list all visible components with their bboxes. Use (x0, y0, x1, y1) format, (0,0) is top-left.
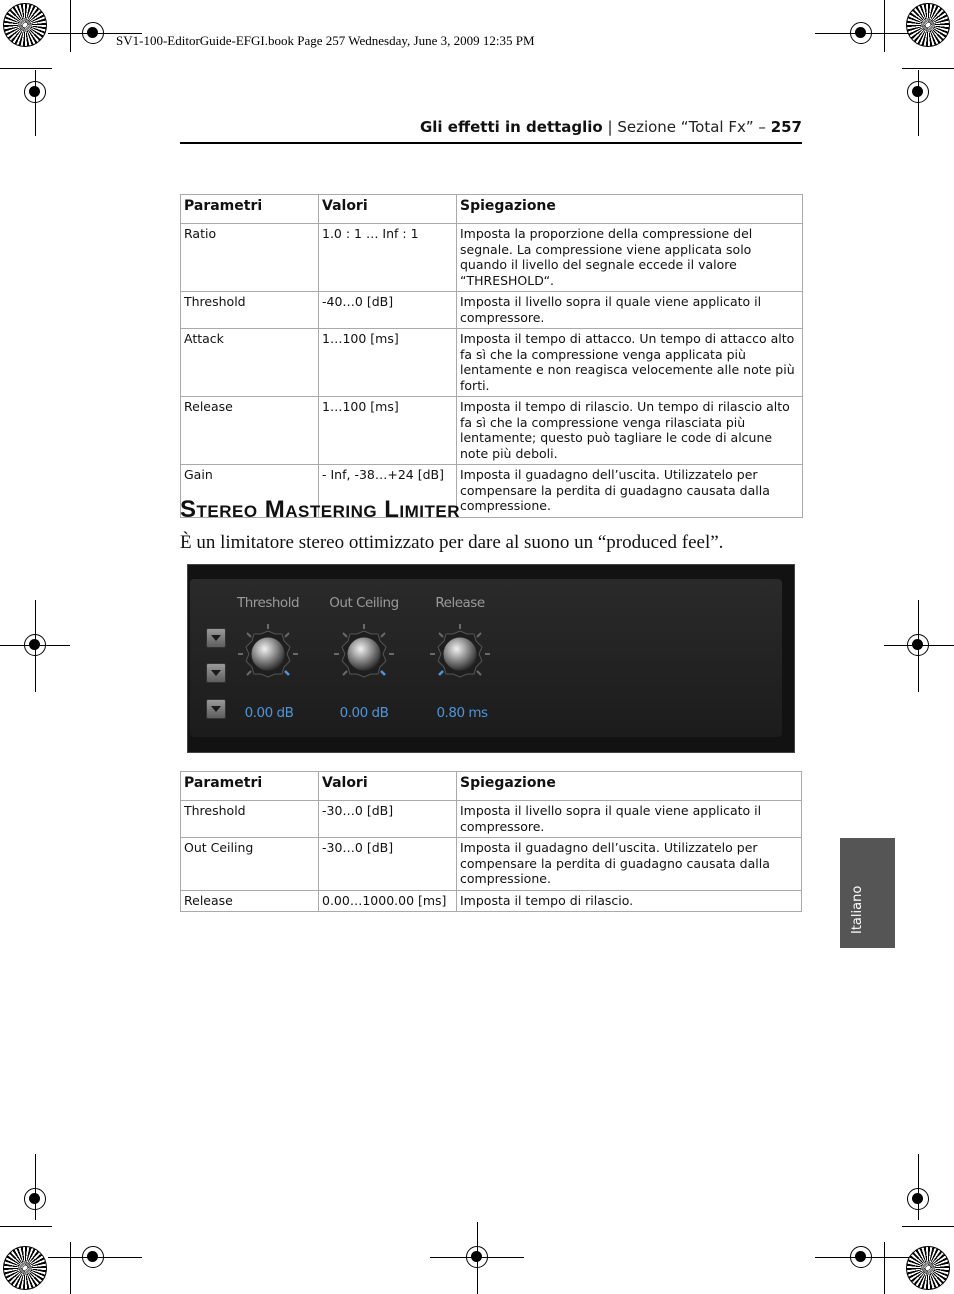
crop-mark (815, 1257, 909, 1258)
print-slug: SV1-100-EditorGuide-EFGI.book Page 257 Wednesday, June 3, 2009 12:35 PM (116, 33, 535, 48)
table-cell: Imposta il guadagno dell’uscita. Utilizzatelo per compensare la perdita di guadagno causata dalla compressione. (457, 838, 802, 891)
crop-mark (918, 70, 919, 136)
side-tab-label: Italiano (850, 885, 865, 934)
registration-star-icon (906, 3, 950, 47)
table-row (181, 224, 803, 292)
crop-mark (70, 1242, 71, 1294)
table-row (181, 890, 802, 912)
table-header-row (181, 195, 803, 224)
table-cell: Imposta il livello sopra il quale viene applicato il compressore. (457, 801, 802, 838)
crop-mark (0, 645, 70, 646)
limiter-parameter-table (180, 771, 802, 912)
table-cell: Imposta il tempo di attacco. Un tempo di attacco alto fa sì che la compressione venga applicata più lentamente e non reagisca velocemente alle note più forti. (457, 329, 803, 397)
release-knob[interactable] (427, 621, 493, 687)
crop-mark (0, 68, 52, 69)
table-cell: Imposta il guadagno dell’uscita. Utilizzatelo per compensare la perdita di guadagno causata dalla compressione. (457, 465, 803, 518)
running-head-separator: | (602, 118, 618, 136)
crop-mark (35, 1154, 36, 1220)
intro-paragraph: È un limitatore stereo ottimizzato per dare al suono un “produced feel”. (180, 532, 724, 553)
table-row (181, 838, 802, 891)
threshold-value: 0.00 dB (244, 705, 294, 721)
table-cell: Attack (181, 329, 319, 397)
crop-mark (815, 33, 909, 34)
table-cell: Threshold (181, 292, 319, 329)
column-header: Parametri (181, 772, 319, 801)
header-rule (180, 142, 802, 144)
column-header: Parametri (181, 195, 319, 224)
plugin-body (190, 579, 782, 737)
table-cell: 0.00…1000.00 [ms] (319, 890, 457, 912)
running-head-chapter: Sezione “Total Fx” – (617, 118, 771, 136)
threshold-knob[interactable] (235, 621, 301, 687)
registration-star-icon (906, 1246, 950, 1290)
table-cell: Ratio (181, 224, 319, 292)
table-cell: 1…100 [ms] (319, 329, 457, 397)
crop-mark (884, 645, 954, 646)
crop-mark (70, 0, 71, 52)
crop-mark (0, 1226, 52, 1227)
table-cell: Imposta il tempo di rilascio. Un tempo di rilascio alto fa sì che la compressione venga rilasciata più lentamente; questo può tagliare le code di alcune note più deboli. (457, 397, 803, 465)
out-ceiling-knob[interactable] (331, 621, 397, 687)
crop-mark (35, 600, 36, 692)
table-cell: Threshold (181, 801, 319, 838)
table-cell: Out Ceiling (181, 838, 319, 891)
crop-mark (918, 600, 919, 692)
release-value: 0.80 ms (436, 705, 488, 721)
knob-label-threshold: Threshold (236, 595, 300, 611)
table-row (181, 292, 803, 329)
crop-mark (902, 68, 954, 69)
language-side-tab (840, 838, 895, 948)
registration-star-icon (3, 3, 47, 47)
column-header: Valori (319, 195, 457, 224)
page-number: 257 (770, 118, 802, 136)
table-cell: 1.0 : 1 … Inf : 1 (319, 224, 457, 292)
table-row (181, 397, 803, 465)
table-cell: Imposta il tempo di rilascio. (457, 890, 802, 912)
table-header-row (181, 772, 802, 801)
table-cell: -30…0 [dB] (319, 838, 457, 891)
table-cell: Release (181, 397, 319, 465)
table-cell: -30…0 [dB] (319, 801, 457, 838)
dropdown-arrow-icon[interactable] (206, 628, 226, 648)
crop-mark (35, 70, 36, 136)
table-cell: Imposta il livello sopra il quale viene applicato il compressore. (457, 292, 803, 329)
crop-mark (918, 1154, 919, 1220)
table-row (181, 329, 803, 397)
table-cell: 1…100 [ms] (319, 397, 457, 465)
table-cell: Imposta la proporzione della compressione del segnale. La compressione viene applicata solo quando il livello del segnale eccede il valore “THRESHOLD“. (457, 224, 803, 292)
crop-mark (884, 0, 885, 52)
compressor-parameter-table (180, 194, 803, 518)
crop-mark (884, 1242, 885, 1294)
running-head (180, 118, 802, 136)
table-cell: Release (181, 890, 319, 912)
knob-label-out-ceiling: Out Ceiling (329, 595, 399, 611)
out-ceiling-value: 0.00 dB (339, 705, 389, 721)
registration-star-icon (3, 1246, 47, 1290)
section-title: Stereo Mastering Limiter (180, 496, 461, 523)
table-cell: Gain (181, 465, 319, 518)
column-header: Spiegazione (457, 772, 802, 801)
crop-mark (430, 1257, 524, 1258)
table-cell: -40…0 [dB] (319, 292, 457, 329)
table-cell: - Inf, -38…+24 [dB] (319, 465, 457, 518)
knob-label-release: Release (435, 595, 485, 611)
dropdown-arrow-icon[interactable] (206, 663, 226, 683)
table-row (181, 801, 802, 838)
column-header: Spiegazione (457, 195, 803, 224)
running-head-section: Gli effetti in dettaglio (419, 118, 603, 136)
column-header: Valori (319, 772, 457, 801)
limiter-plugin-panel (187, 564, 795, 753)
crop-mark (477, 1222, 478, 1294)
crop-mark (48, 1257, 142, 1258)
crop-mark (902, 1226, 954, 1227)
